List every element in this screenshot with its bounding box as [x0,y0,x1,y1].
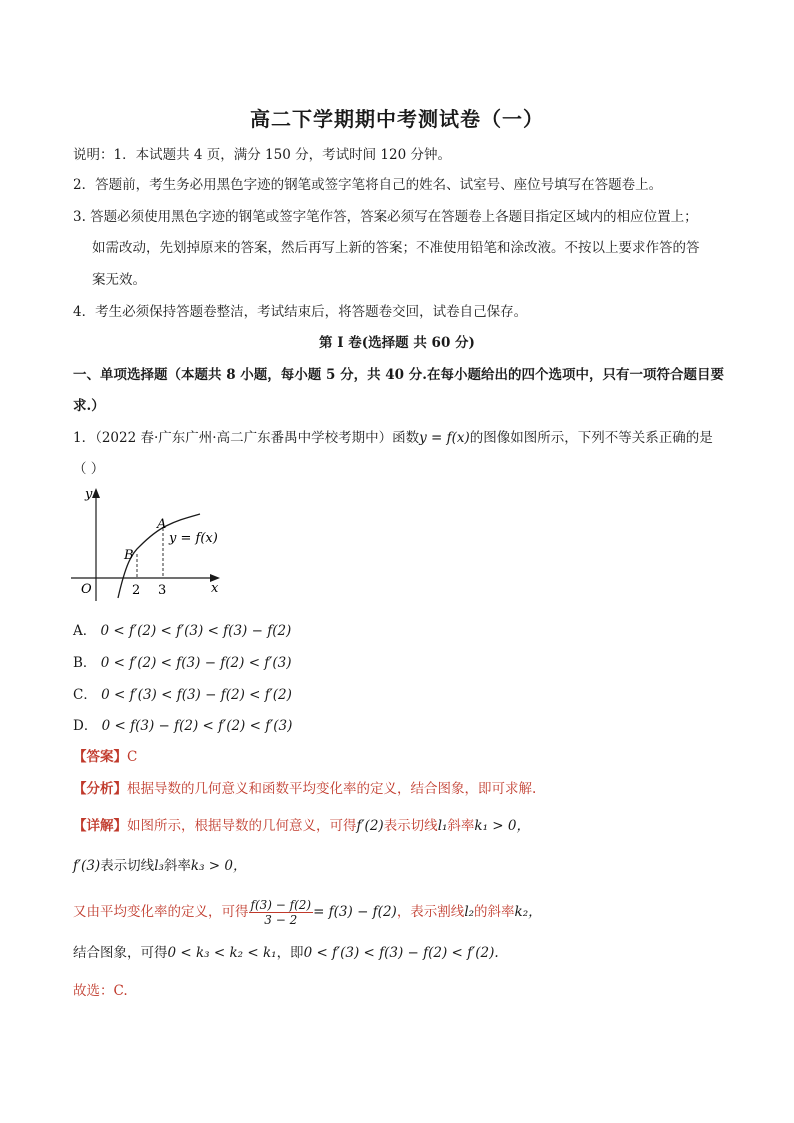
line2-text-2: 斜率 [163,858,191,874]
line3-expr: = f(3) − f(2) [313,904,397,920]
stem-suffix: 的图像如图所示，下列不等关系正确的是 [469,430,713,446]
part-heading: 一、单项选择题（本题共 8 小题，每小题 5 分，共 40 分.在每小题给出的四个选项中，只有一项符合题目要 [73,367,724,383]
y-axis-arrow-icon [92,488,100,498]
origin-label: O [81,582,92,597]
section-title: 第 I 卷(选择题 共 60 分) [319,335,475,351]
tick-label-2: 2 [132,583,141,598]
detail-line-3 [73,898,542,927]
line4-text-2: ，即 [276,945,304,961]
detail-expr: f′(2) [356,818,384,834]
option-b [73,651,292,671]
line2-slope: k₃ > 0， [190,858,247,874]
answer-tag: 【答案】 [73,749,127,765]
curve-label: y = f(x) [169,531,218,546]
option-letter: A． [73,623,97,639]
tick-label-3: 3 [158,583,167,598]
option-expr: 0 < f′(2) < f(3) − f(2) < f′(3) [100,655,292,671]
line3-line-label: l₂ [464,904,475,920]
line4-expr-2: 0 < f′(3) < f(3) − f(2) < f′(2). [303,945,499,961]
line4-expr-1: 0 < k₃ < k₂ < k₁ [167,945,277,961]
analysis-line [73,779,536,799]
option-a [73,619,291,639]
line3-text-3: 的斜率 [474,904,515,920]
instruction-2: 2．答题前，考生务必用黑色字迹的钢笔或签字笔将自己的姓名、试室号、座位号填写在答题卷上。 [73,177,663,193]
line3-slope: k₂， [514,904,542,920]
final-choice: 故选：C. [73,983,128,999]
fraction-numerator: f(3) − f(2) [250,898,312,912]
point-a-label: A [157,517,167,532]
answer-blank: （ ） [73,461,105,477]
detail-line-1 [73,816,530,836]
line2-expr: f′(3) [73,858,101,874]
line3-text-2: ，表示割线 [396,904,465,920]
option-expr: 0 < f(3) − f(2) < f′(2) < f′(3) [101,718,293,734]
option-c [73,683,292,703]
x-axis-label: x [211,581,219,596]
detail-line-2 [73,856,247,876]
answer-value: C [127,749,138,765]
instruction-4: 4．考生必须保持答题卷整洁，考试结束后，将答题卷交回，试卷自己保存。 [73,304,528,320]
answer-line [73,747,137,767]
line2-text: 表示切线 [100,858,155,874]
point-b-label: B [124,548,134,563]
line3-fraction [249,898,314,927]
line3-text: 又由平均变化率的定义，可得 [73,904,249,920]
detail-text-2: 表示切线 [383,818,438,834]
instruction-3: 3. 答题必须使用黑色字迹的钢笔或签字笔作答，答案必须写在答题卷上各题目指定区域内的相应位置上； [73,209,698,225]
instruction-3-end: 案无效。 [92,272,146,288]
option-letter: D． [73,718,98,734]
detail-text: 如图所示，根据导数的几何意义，可得 [127,818,357,834]
instruction-1: 说明：1．本试题共 4 页，满分 150 分，考试时间 120 分钟。 [73,147,451,163]
analysis-tag: 【分析】 [73,781,127,797]
option-letter: C． [73,687,97,703]
instruction-3-cont: 如需改动，先划掉原来的答案，然后再写上新的答案；不准使用铅笔和涂改液。不按以上要求作答的答 [92,240,700,256]
option-expr: 0 < f′(2) < f′(3) < f(3) − f(2) [100,623,292,639]
part-heading-cont: 求.） [73,398,105,414]
stem-function: y = f(x) [419,430,470,446]
line4-text: 结合图象，可得 [73,945,168,961]
y-axis-label: y [85,487,93,502]
stem-prefix: 1．（2022 春·广东广州·高二广东番禺中学校考期中）函数 [73,430,420,446]
fraction-denominator: 3 − 2 [264,913,298,927]
option-letter: B． [73,655,97,671]
option-d [73,714,292,734]
detail-line-label: l₁ [437,818,448,834]
question-stem [73,428,713,448]
function-graph [68,483,238,603]
detail-slope: k₁ > 0， [474,818,530,834]
detail-text-3: 斜率 [447,818,475,834]
detail-tag: 【详解】 [73,818,127,834]
option-expr: 0 < f′(3) < f(3) − f(2) < f′(2) [101,687,292,703]
detail-line-4 [73,943,499,963]
analysis-text: 根据导数的几何意义和函数平均变化率的定义，结合图象，即可求解. [127,781,537,797]
line2-line-label: l₃ [154,858,164,874]
page-title: 高二下学期期中考测试卷（一） [250,107,544,131]
